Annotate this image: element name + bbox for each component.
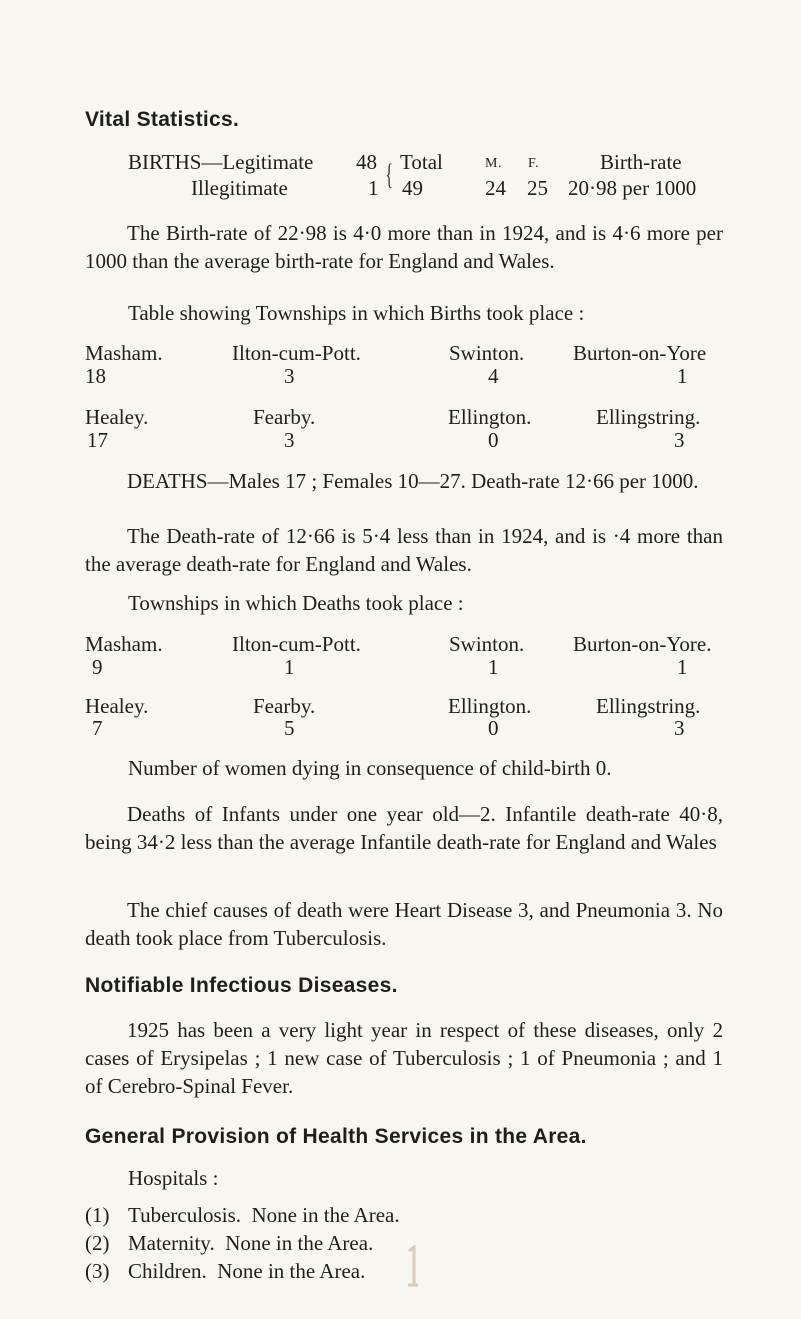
births-legitimate-value: 48 [356,150,377,174]
list-item-text: Maternity. None in the Area. [128,1231,374,1255]
births-township-name: Masham. [85,341,163,365]
deaths-township-value: 1 [488,655,499,679]
section-heading-general-provision: General Provision of Health Services in the Area. [85,1125,587,1148]
list-item-text: Tuberculosis. None in the Area. [128,1203,400,1227]
births-township-value: 18 [85,364,106,388]
deaths-township-value: 7 [92,716,103,740]
notifiable-paragraph [85,1016,723,1100]
births-illegitimate-label: Illegitimate [191,176,288,200]
births-m-label: M. [485,156,502,171]
infant-deaths-paragraph [85,800,723,856]
deaths-township-name: Healey. [85,694,149,718]
birth-rate-paragraph [85,219,723,275]
birth-rate-value: 20·98 per 1000 [568,176,697,200]
deaths-text: DEATHS—Males 17 ; Females 10—27. Death-rate 12·66 per 1000. [127,469,699,493]
births-table-intro: Table showing Townships in which Births took place : [128,301,585,325]
births-township-value: 3 [284,428,295,452]
deaths-table-intro: Townships in which Deaths took place : [128,591,464,615]
deaths-township-value: 1 [284,655,295,679]
deaths-paragraph [85,467,723,495]
page-number-mark [405,1245,419,1289]
notifiable-text: 1925 has been a very light year in respect of these diseases, only 2 cases of Erysipelas ; 1 new case of Tuberculosis ; 1 of Pneumonia ; and 1 of Cerebro-Spinal Fever. [85,1018,723,1098]
birth-rate-text: The Birth-rate of 22·98 is 4·0 more than in 1924, and is 4·6 more per 1000 than the average birth-rate for England and Wales. [85,221,723,273]
section-heading-vital-statistics: Vital Statistics. [85,108,240,131]
deaths-township-name: Swinton. [449,632,525,656]
list-item-number: (3) [85,1259,110,1283]
list-item-number: (2) [85,1231,110,1255]
hospitals-label: Hospitals : [128,1166,219,1190]
causes-text: The chief causes of death were Heart Disease 3, and Pneumonia 3. No death took place from Tuberculosis. [85,898,723,950]
births-township-value: 3 [674,428,685,452]
births-illegitimate-value: 1 [368,176,379,200]
deaths-township-value: 9 [92,655,103,679]
deaths-township-name: Masham. [85,632,163,656]
deaths-township-name: Ellingstring. [596,694,701,718]
deaths-township-value: 0 [488,716,499,740]
births-township-name: Swinton. [449,341,525,365]
births-m-value: 24 [485,176,506,200]
death-rate-paragraph [85,522,723,578]
deaths-township-value: 1 [677,655,688,679]
births-township-name: Healey. [85,405,149,429]
births-township-value: 0 [488,428,499,452]
births-township-value: 3 [284,364,295,388]
list-item-text: Children. None in the Area. [128,1259,366,1283]
section-heading-notifiable: Notifiable Infectious Diseases. [85,974,398,997]
causes-paragraph [85,896,723,952]
childbirth-line: Number of women dying in consequence of child-birth 0. [128,756,612,780]
infant-deaths-text: Deaths of Infants under one year old—2. Infantile death-rate 40·8, being 34·2 less than the average Infantile death-rate for England and Wales [85,802,723,854]
births-total-value: 49 [402,176,423,200]
deaths-township-name: Burton-on-Yore. [573,632,712,656]
births-township-name: Ilton-cum-Pott. [232,341,361,365]
list-item-number: (1) [85,1203,110,1227]
births-f-value: 25 [527,176,548,200]
births-township-name: Burton-on-Yore [573,341,707,365]
births-township-value: 4 [488,364,499,388]
births-township-name: Fearby. [253,405,316,429]
births-legitimate-label: BIRTHS—Legitimate [128,150,314,174]
births-total-label: Total [400,150,443,174]
births-township-name: Ellington. [448,405,532,429]
birth-rate-label: Birth-rate [600,150,682,174]
deaths-township-value: 5 [284,716,295,740]
deaths-township-value: 3 [674,716,685,740]
births-township-name: Ellingstring. [596,405,701,429]
births-f-label: F. [528,156,540,171]
births-township-value: 17 [87,428,108,452]
death-rate-text: The Death-rate of 12·66 is 5·4 less than in 1924, and is ·4 more than the average death-rate for England and Wales. [85,524,723,576]
deaths-township-name: Ellington. [448,694,532,718]
deaths-township-name: Ilton-cum-Pott. [232,632,361,656]
births-township-value: 1 [677,364,688,388]
brace-glyph: { [385,158,394,191]
deaths-township-name: Fearby. [253,694,316,718]
